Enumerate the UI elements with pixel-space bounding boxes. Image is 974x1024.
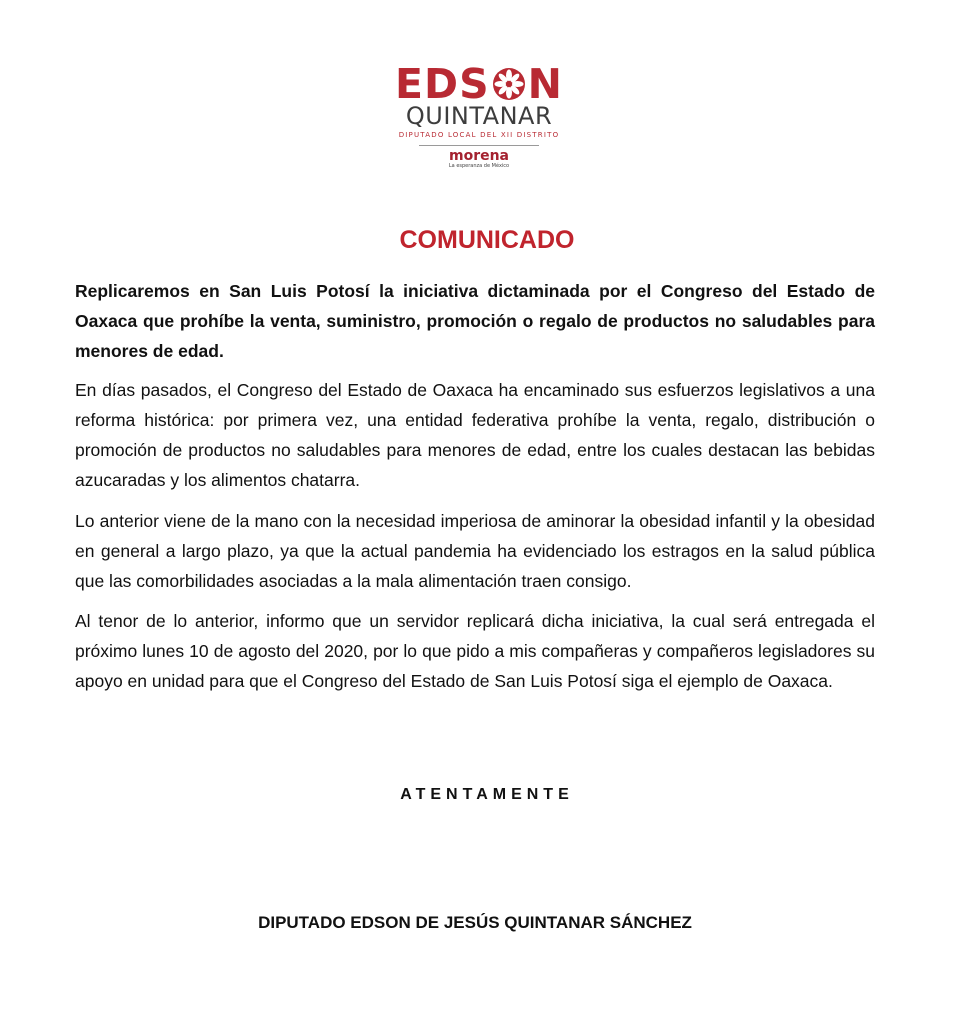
closing-salutation: ATENTAMENTE — [400, 786, 574, 803]
lead-paragraph: Replicaremos en San Luis Potosí la iniciativa dictaminada por el Congreso del Estado de Oaxaca que prohíbe la venta, suministro, promoción o regalo de productos no saludables para menores de edad. — [75, 281, 875, 361]
document-title: COMUNICADO — [399, 226, 575, 254]
logo-name — [384, 62, 574, 106]
logo-name-left: EDS — [395, 60, 490, 108]
body-paragraph-2: Lo anterior viene de la mano con la necesidad imperiosa de aminorar la obesidad infantil y la obesidad en general a largo plazo, ya que la actual pandemia ha evidenciado los estragos en la salud pública que las comorbilidades asociadas a la mala alimentación traen consigo. — [75, 511, 875, 591]
party-slogan: La esperanza de México — [448, 163, 510, 169]
logo-name-right: N — [527, 60, 563, 108]
party-name: morena — [448, 148, 510, 164]
signature-line: DIPUTADO EDSON DE JESÚS QUINTANAR SÁNCHEZ — [258, 913, 692, 932]
body-paragraph-1: En días pasados, el Congreso del Estado de Oaxaca ha encaminado sus esfuerzos legislativos a una reforma histórica: por primera vez, una entidad federativa prohíbe la venta, regalo, distribución o promoción de productos no saludables para menores de edad, entre los cuales destacan las bebidas azucaradas y los alimentos chatarra. — [75, 380, 875, 490]
body-paragraph-3: Al tenor de lo anterior, informo que un servidor replicará dicha iniciativa, la cual será entregada el próximo lunes 10 de agosto del 2020, por lo que pido a mis compañeras y compañeros legisladores su apoyo en unidad para que el Congreso del Estado de San Luis Potosí siga el ejemplo de Oaxaca. — [75, 611, 875, 691]
logo-surname: QUINTANAR — [405, 102, 553, 130]
logo-tagline: DIPUTADO LOCAL DEL XII DISTRITO — [398, 131, 560, 139]
logo-divider — [419, 145, 539, 146]
flower-star-icon — [491, 66, 527, 102]
edson-quintanar-logo — [384, 62, 574, 170]
